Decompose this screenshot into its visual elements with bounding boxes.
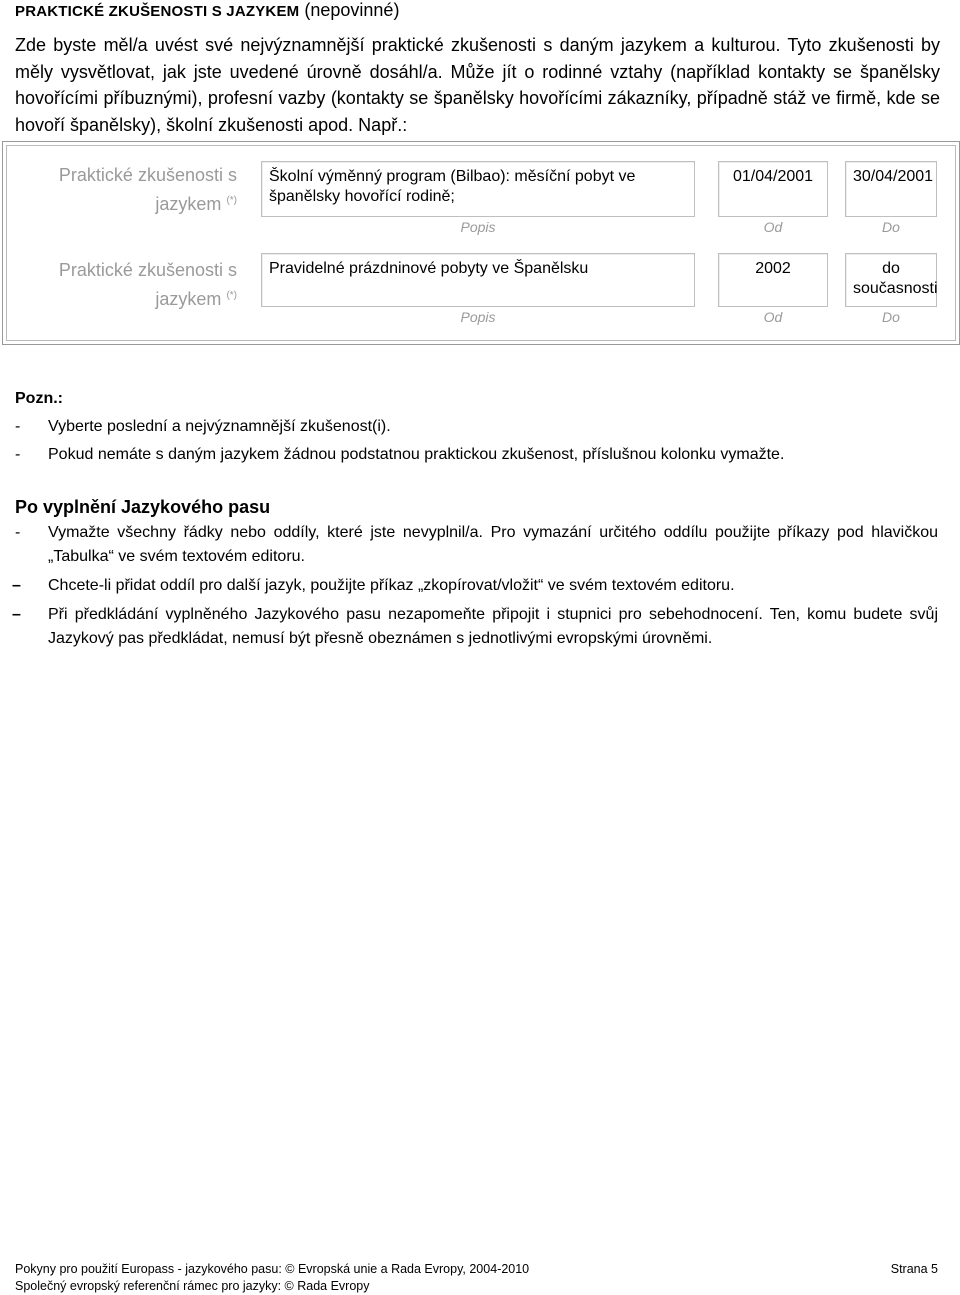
row-label bbox=[7, 163, 237, 217]
note-title: Pozn.: bbox=[15, 390, 63, 407]
experience-form bbox=[2, 141, 960, 345]
footer-line1: Pokyny pro použití Europass - jazykového pasu: © Evropská unie a Rada Evropy, 2004-2010 bbox=[15, 1262, 530, 1276]
after-title: Po vyplnění Jazykového pasu bbox=[15, 497, 271, 517]
list-dash: - bbox=[15, 446, 21, 463]
caption-description: Popis bbox=[460, 309, 496, 325]
caption-description: Popis bbox=[460, 219, 496, 235]
caption-to: Do bbox=[882, 309, 900, 325]
list-item: Chcete-li přidat oddíl pro další jazyk, použijte příkaz „zkopírovat/vložit“ ve svém textovém editoru. bbox=[48, 577, 735, 594]
row-label-sup: (*) bbox=[226, 290, 237, 301]
row-label-line1: Praktické zkušenosti s bbox=[58, 165, 237, 185]
list-item: Vymažte všechny řádky nebo oddíly, které jste nevyplnil/a. Pro vymazání určitého oddílu použijte příkazy pod hlavičkou „Tabulka“ ve svém textovém editoru. bbox=[48, 524, 938, 565]
section-title-suffix: (nepovinné) bbox=[304, 0, 400, 20]
description-field[interactable]: Školní výměnný program (Bilbao): měsíční pobyt ve španělsky hovořící rodině; bbox=[261, 161, 695, 217]
row-label-line2 bbox=[7, 188, 237, 217]
page-number: Strana 5 bbox=[890, 1262, 938, 1276]
from-field[interactable]: 2002 bbox=[718, 253, 828, 307]
to-field[interactable]: 30/04/2001 bbox=[845, 161, 937, 217]
list-item: Vyberte poslední a nejvýznamnější zkušenost(i). bbox=[48, 418, 391, 435]
footer-line2: Společný evropský referenční rámec pro jazyky: © Rada Evropy bbox=[15, 1279, 370, 1293]
caption-to: Do bbox=[882, 219, 900, 235]
list-dash: – bbox=[12, 606, 21, 623]
section-title: PRAKTICKÉ ZKUŠENOSTI S JAZYKEM bbox=[15, 3, 300, 20]
list-dash: – bbox=[12, 577, 21, 594]
row-label-word: jazykem bbox=[155, 194, 222, 214]
caption-from: Od bbox=[763, 309, 783, 325]
section-heading bbox=[15, 0, 399, 21]
row-label-sup: (*) bbox=[226, 195, 237, 206]
list-dash: - bbox=[15, 418, 21, 435]
list-item: Pokud nemáte s daným jazykem žádnou podstatnou praktickou zkušenost, příslušnou kolonku vymažte. bbox=[48, 446, 785, 463]
intro-paragraph: Zde byste měl/a uvést své nejvýznamnější praktické zkušenosti s daným jazykem a kulturou. Tyto zkušenosti by měly vysvětlovat, jak jste uvedené úrovně dosáhl/a. Může jít o rodinné vztahy (například kontakty se španělsky hovořícími příbuznými), profesní vazby (kontakty se španělsky hovořícími zákazníky, případně stáž ve firmě, kde se hovoří španělsky), školní zkušenosti apod. Např.: bbox=[15, 35, 940, 135]
caption-from: Od bbox=[763, 219, 783, 235]
row-label bbox=[7, 258, 237, 312]
row-label-line2 bbox=[7, 283, 237, 312]
row-label-word: jazykem bbox=[155, 289, 222, 309]
experience-form-inner bbox=[6, 145, 956, 341]
list-item: Při předkládání vyplněného Jazykového pasu nezapomeňte připojit i stupnici pro sebehodnocení. Ten, komu budete svůj Jazykový pas předkládat, nemusí být přesně obeznámen s jednotlivými evropskými úrovněmi. bbox=[48, 606, 938, 647]
from-field[interactable]: 01/04/2001 bbox=[718, 161, 828, 217]
description-field[interactable]: Pravidelné prázdninové pobyty ve Španělsku bbox=[261, 253, 695, 307]
to-field[interactable]: do současnosti bbox=[845, 253, 937, 307]
list-dash: - bbox=[15, 524, 21, 541]
row-label-line1: Praktické zkušenosti s bbox=[58, 260, 237, 280]
